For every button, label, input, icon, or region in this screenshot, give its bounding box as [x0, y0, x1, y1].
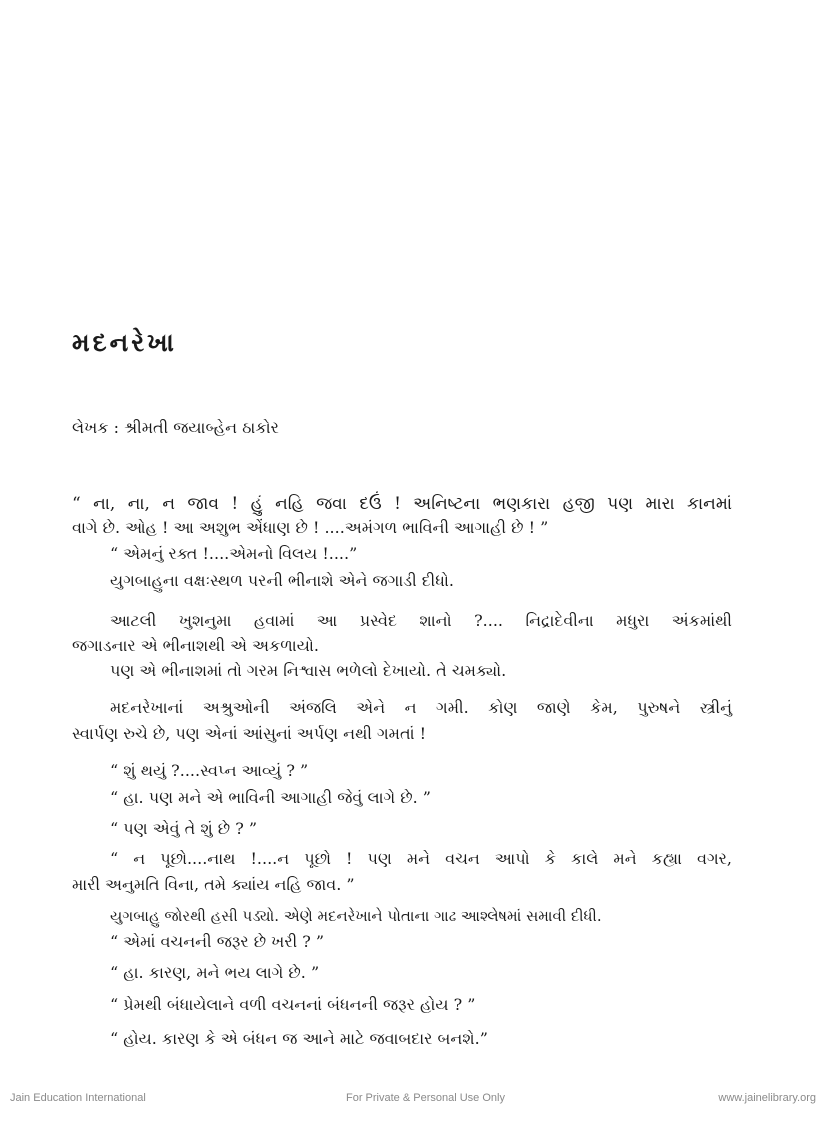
text-line: “ ના, ના, ન જાવ ! હું નહિ જવા દઉં ! અનિષ્ટના ભણકારા હજી પણ મારા કાનમાં	[72, 494, 732, 514]
text-line: વાગે છે. ઓહ ! આ અશુભ એંધાણ છે ! ....અમંગળ ભાવિની આગાહી છે ! ”	[72, 518, 549, 537]
text-line: સ્વાર્પણ રુચે છે, પણ એનાં આંસુનાં અર્પણ નથી ગમતાં !	[72, 724, 427, 743]
text-line: “ હોય. કારણ કે એ બંધન જ આને માટે જવાબદાર બનશે.”	[110, 1029, 488, 1048]
text-line: મારી અનુમતિ વિના, તમે ક્યાંય નહિ જાવ. ”	[72, 875, 355, 894]
text-line: યુગબાહુ જોરથી હસી પડ્યો. એણે મદનરેખાને પોતાના ગાઢ આશ્લેષમાં સમાવી દીધી.	[110, 907, 602, 925]
text-line: યુગબાહુના વક્ષઃસ્થળ પરની ભીનાશે એને જગાડી દીધો.	[110, 571, 454, 590]
footer-usage-note: For Private & Personal Use Only	[346, 1092, 505, 1104]
text-line: “ શું થયું ?....સ્વપ્ન આવ્યું ? ”	[110, 761, 309, 780]
author-line: લેખક : શ્રીમતી જયાબ્હેન ઠાકોર	[72, 418, 279, 437]
text-line: “ હા. કારણ, મને ભય લાગે છે. ”	[110, 963, 320, 982]
footer-publisher: Jain Education International	[10, 1092, 146, 1104]
text-line: “ ન પૂછો....નાથ !....ન પૂછો ! પણ મને વચન આપો કે કાલે મને કહ્યા વગર,	[110, 849, 732, 868]
text-line: “ એમાં વચનની જરૂર છે ખરી ? ”	[110, 932, 325, 951]
text-line: જગાડનાર એ ભીનાશથી એ અકળાયો.	[72, 636, 319, 655]
story-title: મદનરેખા	[72, 328, 177, 357]
footer-website-link[interactable]: www.jainelibrary.org	[718, 1092, 816, 1104]
text-line: “ પણ એવું તે શું છે ? ”	[110, 819, 258, 838]
text-line: આટલી ખુશનુમા હવામાં આ પ્રસ્વેદ શાનો ?.... નિદ્રાદેવીના મધુરા અંકમાંથી	[110, 611, 732, 630]
text-line: “ પ્રેમથી બંધાયેલાને વળી વચનનાં બંધનની જરૂર હોય ? ”	[110, 995, 476, 1014]
text-line: મદનરેખાનાં અશ્રુઓની અંજલિ એને ન ગમી. કોણ જાણે કેમ, પુરુષને સ્ત્રીનું	[110, 698, 732, 717]
text-line: “ એમનું રક્ત !....એમનો વિલય !....”	[110, 544, 358, 563]
text-line: પણ એ ભીનાશમાં તો ગરમ નિશ્વાસ ભળેલો દેખાયો. તે ચમક્યો.	[110, 661, 507, 680]
text-line: “ હા. પણ મને એ ભાવિની આગાહી જેવું લાગે છે. ”	[110, 788, 431, 807]
